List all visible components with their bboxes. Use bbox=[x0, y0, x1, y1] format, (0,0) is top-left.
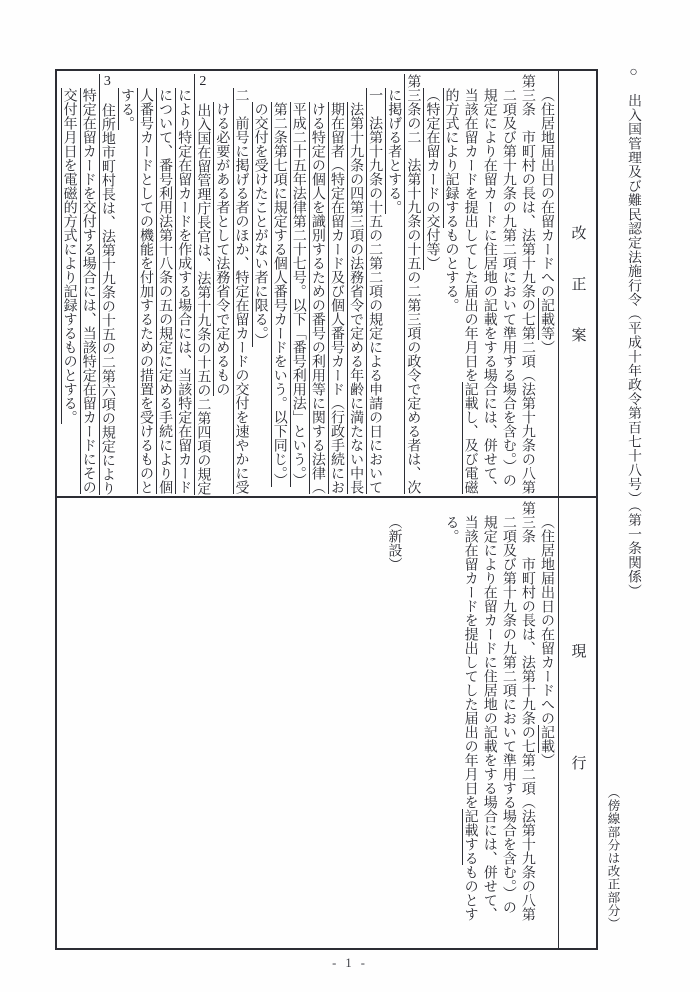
document-title: ○ 出入国管理及び難民認定法施行令（平成十年政令第百七十八号）（第一条関係） bbox=[626, 64, 641, 598]
text-line bbox=[403, 74, 422, 494]
text-line bbox=[193, 74, 212, 494]
amendment-row bbox=[57, 71, 596, 498]
text-line bbox=[365, 74, 384, 494]
text-line bbox=[461, 501, 480, 946]
amended-text-sideline: （特定在留カードの交付等） bbox=[424, 88, 440, 270]
text-line bbox=[327, 74, 346, 494]
text-line bbox=[518, 74, 537, 494]
text-line bbox=[499, 74, 518, 494]
text-segment: 第三条 市町村の長は、法第十九条の七第二項（法第十九条の八第 bbox=[519, 74, 535, 494]
amended-text-sideline: に掲げる者とする。 bbox=[386, 88, 402, 214]
text-segment: ものとする。 bbox=[443, 228, 459, 312]
amended-text-sideline: 記載等 bbox=[539, 298, 554, 340]
text-segment: 二項及び第十九条の九第二項において準用する場合を含む。）の bbox=[500, 515, 516, 914]
text-line bbox=[60, 74, 79, 494]
text-segment: 当該在留カードを提出してした届出の年月日を bbox=[462, 515, 478, 809]
text-line bbox=[384, 74, 403, 494]
current-header-cell bbox=[558, 498, 596, 948]
amendment-content bbox=[57, 71, 559, 496]
revision-note: （傍線部分は改正部分） bbox=[606, 786, 620, 931]
text-line bbox=[117, 74, 136, 494]
text-line bbox=[289, 74, 308, 494]
text-line bbox=[346, 74, 365, 494]
current-header-label bbox=[570, 643, 586, 770]
text-segment: 当該在留カードを提出してした届出の年月日を bbox=[462, 88, 478, 382]
amended-text-sideline: ける必要がある者として法務省令で定めるもの bbox=[214, 102, 230, 396]
amendment-header-label bbox=[570, 225, 586, 342]
amended-text-sideline: 第二条第七項に規定する個人番号カードをいう。以下同じ。） bbox=[271, 102, 287, 487]
text-segment: 二項及び第十九条の九第二項において準用する場合を含む。）の bbox=[500, 88, 516, 487]
amended-text-sideline: 人番号カードとしての機能を付加するための措置を受けるものと bbox=[138, 88, 154, 494]
amendment-header-cell bbox=[558, 71, 596, 496]
amended-text-sideline: により特定在留カードを作成する場合には、当該特定在留カード bbox=[176, 88, 192, 494]
amended-text-sideline: ける特定の個人を識別するための番号の利用等に関する法律（ bbox=[309, 102, 325, 494]
amended-text-sideline: する。 bbox=[118, 88, 134, 130]
text-segment: 規定により在留カードに住居地の記載をする場合には、併せて、 bbox=[481, 88, 497, 494]
amended-text-sideline: 特定在留カードを交付する場合には、当該特定在留カードにその bbox=[80, 88, 96, 494]
text-line bbox=[251, 74, 270, 494]
text-segment: ） bbox=[539, 340, 554, 354]
amended-text-sideline: 3 住所地市町村長は、法第十九条の十五の二第六項の規定により bbox=[99, 74, 115, 495]
text-line bbox=[155, 74, 174, 494]
page-number: - 1 - bbox=[332, 956, 368, 970]
text-line bbox=[461, 74, 480, 494]
text-segment: （住居地届出日の在留カードへの bbox=[539, 515, 554, 725]
text-segment: （住居地届出日の在留カードへの bbox=[539, 88, 554, 298]
text-line bbox=[480, 74, 499, 494]
text-line bbox=[518, 501, 537, 946]
header-char: 正 bbox=[569, 276, 586, 291]
amended-text-sideline: 交付年月日を電磁的方式により記録するものとする。 bbox=[61, 88, 77, 424]
text-line bbox=[499, 501, 518, 946]
header-char: 改 bbox=[569, 225, 586, 240]
comparison-table bbox=[55, 69, 598, 950]
text-segment: ） bbox=[539, 753, 554, 767]
text-segment: ものとす bbox=[462, 865, 478, 921]
text-line bbox=[480, 501, 499, 946]
text-line bbox=[441, 74, 460, 494]
text-line bbox=[537, 74, 556, 494]
text-line bbox=[270, 74, 289, 494]
text-line bbox=[212, 74, 231, 494]
amended-text-sideline: の交付を受けたことがない者に限る。） bbox=[252, 102, 268, 347]
text-line bbox=[98, 74, 117, 494]
amended-text-sideline: 記載 bbox=[539, 725, 554, 753]
amended-text-sideline: 記載し、及び電磁 bbox=[462, 382, 478, 494]
header-char: 現 bbox=[569, 642, 586, 658]
text-segment: 規定により在留カードに住居地の記載をする場合には、併せて、 bbox=[481, 515, 497, 921]
current-row bbox=[57, 498, 596, 948]
text-line bbox=[384, 501, 403, 946]
amended-text-sideline: 記載する bbox=[462, 809, 478, 865]
amended-text-sideline: 的方式により記録する bbox=[443, 88, 459, 228]
header-char: 案 bbox=[569, 327, 586, 342]
text-segment: る。 bbox=[443, 515, 459, 543]
amended-text-sideline: 第三条の二 法第十九条の十五の二第三項の政令で定める者は、次 bbox=[405, 74, 421, 494]
text-line bbox=[537, 501, 556, 946]
current-content bbox=[57, 498, 559, 948]
text-line bbox=[231, 74, 250, 494]
text-line bbox=[422, 74, 441, 494]
amended-text-sideline: 法第十九条の四第三項の法務省令で定める年齢に満たない中長 bbox=[348, 102, 364, 494]
text-segment: 第三条 市町村の長は、法第十九条の七第二項（法第十九条の八第 bbox=[519, 501, 535, 921]
text-line bbox=[79, 74, 98, 494]
amended-text-sideline: 期在留者（特定在留カード及び個人番号カード（行政手続にお bbox=[328, 102, 344, 494]
text-line bbox=[308, 74, 327, 494]
amended-text-sideline: について、番号利用法第十八条の五の規定に定める手続により個 bbox=[157, 88, 173, 494]
amended-text-sideline: 一 法第十九条の十五の二第二項の規定による申請の日において bbox=[367, 88, 383, 494]
amended-text-sideline: 平成二十五年法律第二十七号。以下「番号利用法」という。） bbox=[290, 102, 306, 487]
header-char: 行 bbox=[569, 754, 586, 770]
text-segment: （新設） bbox=[386, 515, 402, 571]
amended-text-sideline: 二 前号に掲げる者のほか、特定在留カードの交付を速やかに受 bbox=[233, 88, 249, 494]
text-line bbox=[174, 74, 193, 494]
text-line bbox=[441, 501, 460, 946]
text-line bbox=[136, 74, 155, 494]
amended-text-sideline: 2 出入国在留管理庁長官は、法第十九条の十五の二第四項の規定 bbox=[195, 74, 211, 495]
